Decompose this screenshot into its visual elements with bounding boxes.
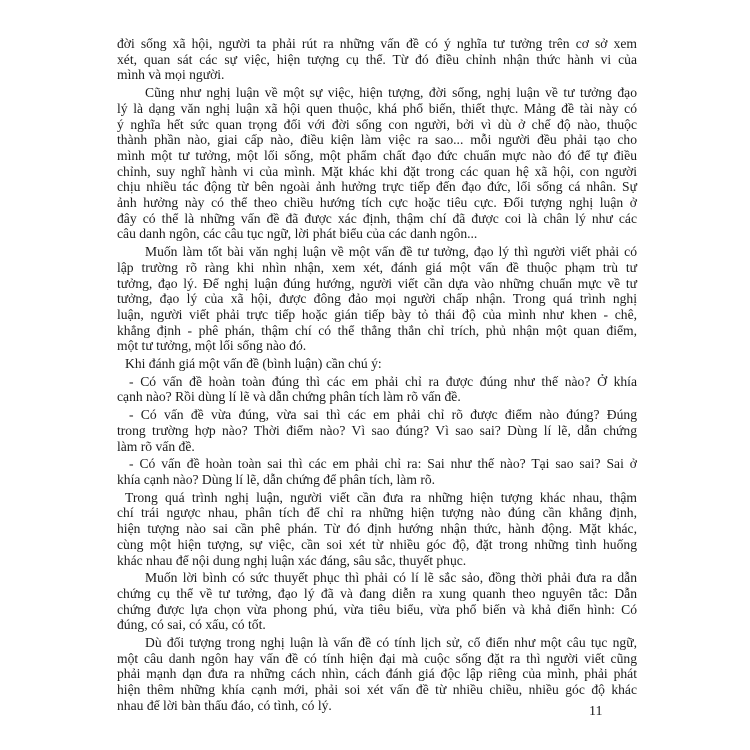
- text-line: Muốn lời bình có sức thuyết phục thì phải có lí lẽ sắc sảo, đồng thời phải đưa ra dẫn: [145, 570, 637, 586]
- text-line: cùng một hiện tượng, sự việc, cần soi xét từ nhiều góc độ, đặt trong những tình huống: [117, 536, 637, 552]
- text-line: luận, người viết phải trực tiếp hoặc gián tiếp bày tỏ thái độ của mình như khen - chê,: [117, 306, 637, 322]
- paragraph: [117, 456, 637, 487]
- text-line: xét, quan sát các sự việc, hiện tượng cụ thể. Từ đó điều chỉnh nhận thức hành vi của: [117, 51, 637, 67]
- text-line: - Có vấn đề hoàn toàn sai thì các em phải chỉ ra: Sai như thế nào? Tại sao sai? Sai ở: [129, 456, 637, 472]
- text-line: chí trái ngược nhau, phân tích để chỉ ra những hiện tượng nào đúng cần khẳng định,: [117, 505, 637, 521]
- text-line: ảnh hưởng này có thể theo chiều hướng tích cực hoặc tiêu cực. Đối tượng nghị luận ở: [117, 195, 637, 211]
- text-line: chứng được lựa chọn vừa phong phú, vừa tiêu biểu, vừa phổ biến và khả điển hình: Có: [117, 601, 637, 617]
- text-line: cạnh nào? Rồi dùng lí lẽ và dẫn chứng phân tích làm rõ vấn đề.: [117, 389, 461, 405]
- text-line: lý là dạng văn nghị luận xã hội quen thuộc, khá phổ biến, thiết thực. Mảng đề tài này có: [117, 100, 637, 116]
- paragraph: [117, 85, 637, 242]
- paragraph: [117, 374, 637, 405]
- paragraph: [117, 36, 637, 83]
- text-line: chịu nhiều tác động từ bên ngoài ảnh hưởng trực tiếp đến đạo đức, lối sống cá nhân. Sự: [117, 179, 637, 195]
- paragraph: [117, 407, 637, 454]
- text-line: chứng cụ thể về tư tưởng, đạo lý đã và đang diễn ra xung quanh theo nguyên tắc: Dẫn: [117, 585, 637, 601]
- text-line: một tư tưởng, một lối sống nào đó.: [117, 338, 307, 354]
- text-line: khía cạnh nào? Dùng lí lẽ, dẫn chứng để phân tích, làm rõ.: [117, 471, 436, 487]
- text-line: tưởng, đạo lý của xã hội, được đông đảo mọi người chấp nhận. Trong quá trình nghị: [117, 291, 637, 307]
- paragraph: [117, 244, 637, 354]
- text-line: lập trường rõ ràng khi nhìn nhận, xem xét, đánh giá một vấn đề thuộc phạm trù tư: [117, 259, 637, 275]
- body-text: [117, 36, 637, 716]
- text-line: đây có thể là những vấn đề đã được xác định, thậm chí đã được coi là chân lý như các: [117, 210, 637, 226]
- text-line: câu danh ngôn, các câu tục ngữ, lời phát biểu của các danh ngôn...: [117, 226, 478, 242]
- paragraph: [117, 570, 637, 633]
- text-line: nhau để lời bàn thấu đáo, có tình, có lý.: [117, 697, 332, 713]
- text-line: ý nghĩa hết sức quan trọng đối với đời sống con người, bởi vì dù ở chế độ nào, thuộc: [117, 116, 637, 132]
- paragraph: [117, 356, 637, 372]
- text-line: phải mạnh dạn đưa ra những cách nhìn, cách đánh giá độc lập riêng của mình, phải phát: [117, 666, 637, 682]
- text-line: - Có vấn đề hoàn toàn đúng thì các em phải chỉ ra được đúng như thế nào? Ở khía: [129, 373, 637, 389]
- text-line: mình một tư tưởng, một lối sống, một phẩm chất đạo đức chuẩn mực nào đó để tự điều: [117, 147, 637, 163]
- text-line: một câu danh ngôn hay vấn đề có tính hiện đại mà cuộc sống đặt ra thì người viết cũng: [117, 650, 637, 666]
- text-line: tưởng, đạo lý. Để nghị luận đúng hướng, người viết cần dựa vào những chuẩn mực về tư: [117, 275, 637, 291]
- text-line: - Có vấn đề vừa đúng, vừa sai thì các em phải chỉ rõ được điểm nào đúng? Đúng: [129, 407, 637, 423]
- text-line: Khi đánh giá một vấn đề (bình luận) cần chú ý:: [125, 356, 382, 372]
- paragraph: [117, 490, 637, 569]
- text-line: trong trường hợp nào? Thời điểm nào? Vì sao đúng? Vì sao sai? Dùng lí lẽ, dẫn chứng: [117, 422, 637, 438]
- text-line: làm rõ vấn đề.: [117, 438, 195, 454]
- text-line: mình và mọi người.: [117, 67, 225, 83]
- page-number: 11: [589, 704, 603, 719]
- text-line: khác nhau để nội dung nghị luận xác đáng, sâu sắc, thuyết phục.: [117, 552, 467, 568]
- text-line: Dù đối tượng trong nghị luận là vấn đề có tính lịch sử, cổ điển như một câu tục ngữ,: [145, 635, 637, 651]
- text-line: Muốn làm tốt bài văn nghị luận về một vấn đề tư tưởng, đạo lý thì người viết phải có: [145, 244, 637, 260]
- text-line: chỉnh, suy nghĩ hành vi của mình. Mặt khác khi đặt trong các quan hệ xã hội, con người: [117, 163, 637, 179]
- paragraph: [117, 635, 637, 714]
- text-line: hiện thêm những khía cạnh mới, phải soi xét vấn đề từ nhiều chiều, nhiều góc độ khác: [117, 682, 637, 698]
- text-line: Trong quá trình nghị luận, người viết cần đưa ra những hiện tượng khác nhau, thậm: [125, 489, 637, 505]
- text-line: Cũng như nghị luận về một sự việc, hiện tượng, đời sống, nghị luận về tư tưởng đạo: [145, 85, 637, 101]
- text-line: thành phần nào, giai cấp nào, điều kiện làm việc ra sao... mỗi người đều phải tạo cho: [117, 132, 637, 148]
- text-line: khẳng định - phê phán, thậm chí có thể thẳng thắn chỉ trích, phủ nhận một quan điểm,: [117, 322, 637, 338]
- text-line: đúng, có sai, có xấu, có tốt.: [117, 617, 266, 633]
- text-line: hiện tượng nào sai cần phê phán. Từ đó định hướng nhận thức, hành động. Mặt khác,: [117, 521, 637, 537]
- text-line: đời sống xã hội, người ta phải rút ra những vấn đề có ý nghĩa tư tưởng trên cơ sở xem: [117, 36, 637, 51]
